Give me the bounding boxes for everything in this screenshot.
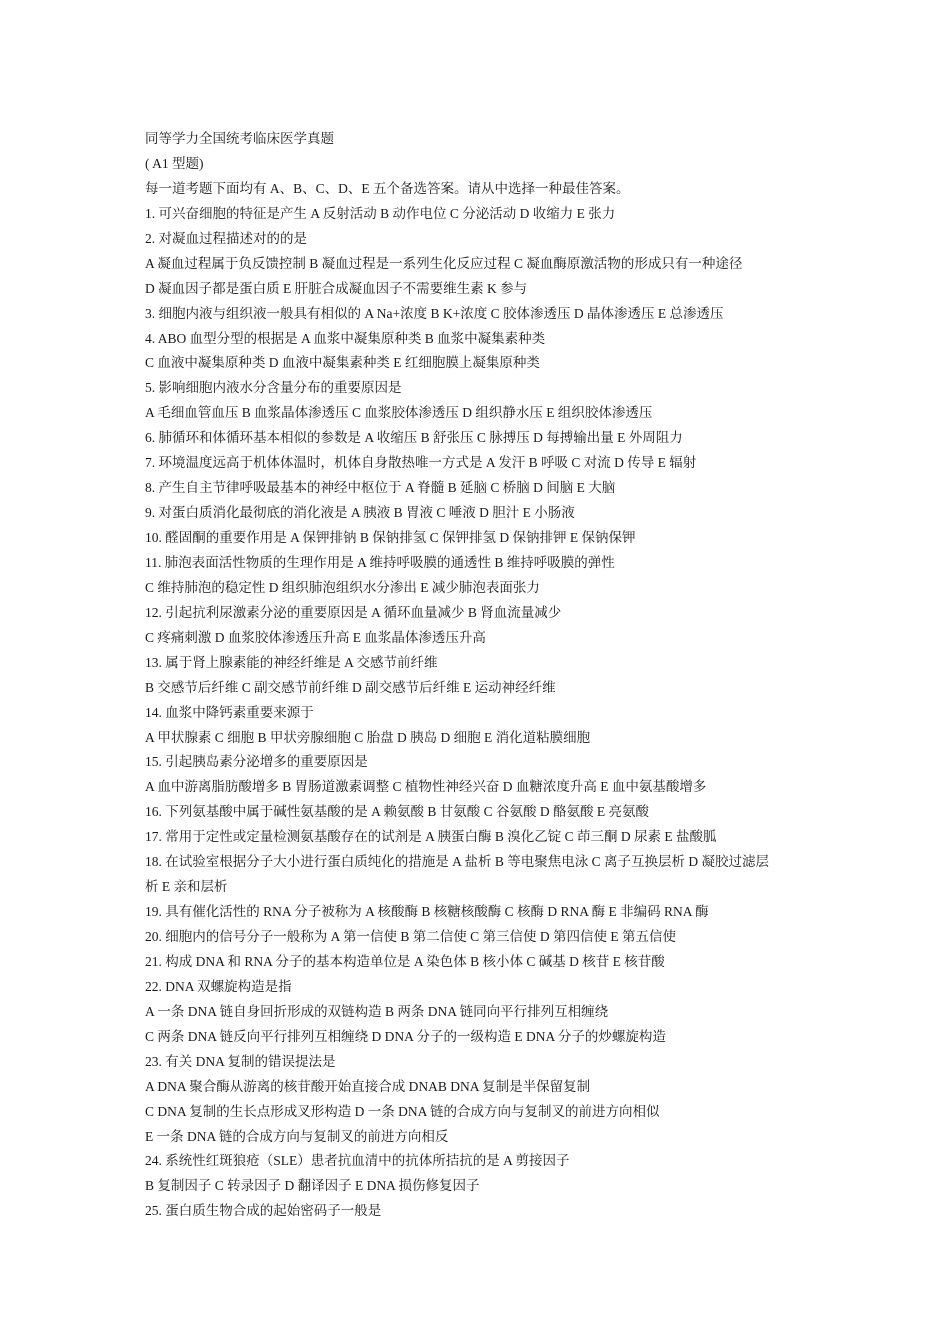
question-2-options-b: D 凝血因子都是蛋白质 E 肝脏合成凝血因子不需要维生素 K 参与: [145, 280, 528, 296]
question-25: 25. 蛋白质生物合成的起始密码子一般是: [145, 1203, 382, 1219]
question-11: 11. 肺泡表面活性物质的生理作用是 A 维持呼吸膜的通透性 B 维持呼吸膜的弹性: [145, 554, 615, 570]
question-14: 14. 血浆中降钙素重要来源于: [145, 704, 314, 720]
section-heading: ( A1 型题): [145, 155, 204, 171]
question-4-options: C 血液中凝集原种类 D 血液中凝集素种类 E 红细胞膜上凝集原种类: [145, 355, 540, 371]
question-16: 16. 下列氨基酸中属于碱性氨基酸的是 A 赖氨酸 B 甘氨酸 C 谷氨酸 D 酪氨酸 E 亮氨酸: [145, 804, 650, 820]
question-2: 2. 对凝血过程描述对的的是: [145, 230, 307, 246]
question-24-options: B 复制因子 C 转录因子 D 翻译因子 E DNA 损伤修复因子: [145, 1178, 480, 1194]
question-17: 17. 常用于定性或定量检测氨基酸存在的试剂是 A 胰蛋白酶 B 溴化乙锭 C 茚三酮 D 尿素 E 盐酸胍: [145, 829, 717, 845]
question-12-options: C 疼痛刺激 D 血浆胶体渗透压升高 E 血浆晶体渗透压升高: [145, 629, 486, 645]
question-23-options-c: E 一条 DNA 链的合成方向与复制叉的前进方向相反: [145, 1128, 449, 1144]
question-2-options-a: A 凝血过程属于负反馈控制 B 凝血过程是一系列生化反应过程 C 凝血酶原激活物的形成只有一种途径: [145, 255, 743, 271]
question-23-options-a: A DNA 聚合酶从游离的核苷酸开始直接合成 DNAB DNA 复制是半保留复制: [145, 1078, 591, 1094]
document-page: [145, 127, 825, 1224]
question-4: 4. ABO 血型分型的根据是 A 血浆中凝集原种类 B 血浆中凝集素种类: [145, 330, 546, 346]
question-22-options-b: C 两条 DNA 链反向平行排列互相缠绕 D DNA 分子的一级构造 E DNA 分子的炒螺旋构造: [145, 1028, 666, 1044]
question-5-options: A 毛细血管血压 B 血浆晶体渗透压 C 血浆胶体渗透压 D 组织静水压 E 组织胶体渗透压: [145, 405, 653, 421]
question-5: 5. 影响细胞内液水分含量分布的重要原因是: [145, 380, 402, 396]
question-15: 15. 引起胰岛素分泌增多的重要原因是: [145, 754, 368, 770]
question-18-continued: 析 E 亲和层析: [145, 879, 228, 895]
question-11-options: C 维持肺泡的稳定性 D 组织肺泡组织水分渗出 E 减少肺泡表面张力: [145, 579, 540, 595]
document-title: 同等学力全国统考临床医学真题: [145, 131, 334, 146]
question-18: 18. 在试验室根据分子大小进行蛋白质纯化的措施是 A 盐析 B 等电聚焦电泳 C 离子互换层析 D 凝胶过滤层: [145, 854, 770, 870]
question-22: 22. DNA 双螺旋构造是指: [145, 978, 292, 994]
question-22-options-a: A 一条 DNA 链自身回折形成的双链构造 B 两条 DNA 链同向平行排列互相缠绕: [145, 1003, 609, 1019]
question-8: 8. 产生自主节律呼吸最基本的神经中枢位于 A 脊髓 B 延脑 C 桥脑 D 间脑 E 大脑: [145, 480, 616, 496]
instructions: 每一道考题下面均有 A、B、C、D、E 五个备选答案。请从中选择一种最佳答案。: [145, 180, 630, 196]
question-13-options: B 交感节后纤维 C 副交感节前纤维 D 副交感节后纤维 E 运动神经纤维: [145, 679, 556, 695]
question-20: 20. 细胞内的信号分子一般称为 A 第一信使 B 第二信使 C 第三信使 D 第四信使 E 第五信使: [145, 929, 677, 944]
question-7: 7. 环境温度远高于机体体温时，机体自身散热唯一方式是 A 发汗 B 呼吸 C 对流 D 传导 E 辐射: [145, 455, 697, 471]
question-10: 10. 醛固酮的重要作用是 A 保钾排钠 B 保钠排氢 C 保钾排氢 D 保钠排钾 E 保钠保钾: [145, 530, 636, 545]
question-1: 1. 可兴奋细胞的特征是产生 A 反射活动 B 动作电位 C 分泌活动 D 收缩力 E 张力: [145, 205, 616, 221]
question-13: 13. 属于肾上腺素能的神经纤维是 A 交感节前纤维: [145, 654, 438, 670]
question-15-options: A 血中游离脂肪酸增多 B 胃肠道激素调整 C 植物性神经兴奋 D 血糖浓度升高 E 血中氨基酸增多: [145, 779, 707, 795]
question-24: 24. 系统性红斑狼疮（SLE）患者抗血清中的抗体所拮抗的是 A 剪接因子: [145, 1153, 570, 1169]
question-6: 6. 肺循环和体循环基本相似的参数是 A 收缩压 B 舒张压 C 脉搏压 D 每搏输出量 E 外周阻力: [145, 430, 683, 446]
question-9: 9. 对蛋白质消化最彻底的消化液是 A 胰液 B 胃液 C 唾液 D 胆汁 E 小肠液: [145, 505, 575, 521]
question-3: 3. 细胞内液与组织液一般具有相似的 A Na+浓度 B K+浓度 C 胶体渗透压 D 晶体渗透压 E 总渗透压: [145, 305, 724, 321]
question-23-options-b: C DNA 复制的生长点形成叉形构造 D 一条 DNA 链的合成方向与复制叉的前进方向相似: [145, 1103, 660, 1119]
question-12: 12. 引起抗利尿激素分泌的重要原因是 A 循环血量减少 B 肾血流量减少: [145, 604, 562, 620]
question-23: 23. 有关 DNA 复制的错误提法是: [145, 1053, 336, 1069]
question-21: 21. 构成 DNA 和 RNA 分子的基本构造单位是 A 染色体 B 核小体 C 碱基 D 核苷 E 核苷酸: [145, 953, 665, 969]
question-14-options: A 甲状腺素 C 细胞 B 甲状旁腺细胞 C 胎盘 D 胰岛 D 细胞 E 消化道粘膜细胞: [145, 729, 591, 745]
question-19: 19. 具有催化活性的 RNA 分子被称为 A 核酸酶 B 核糖核酸酶 C 核酶 D RNA 酶 E 非编码 RNA 酶: [145, 904, 709, 920]
